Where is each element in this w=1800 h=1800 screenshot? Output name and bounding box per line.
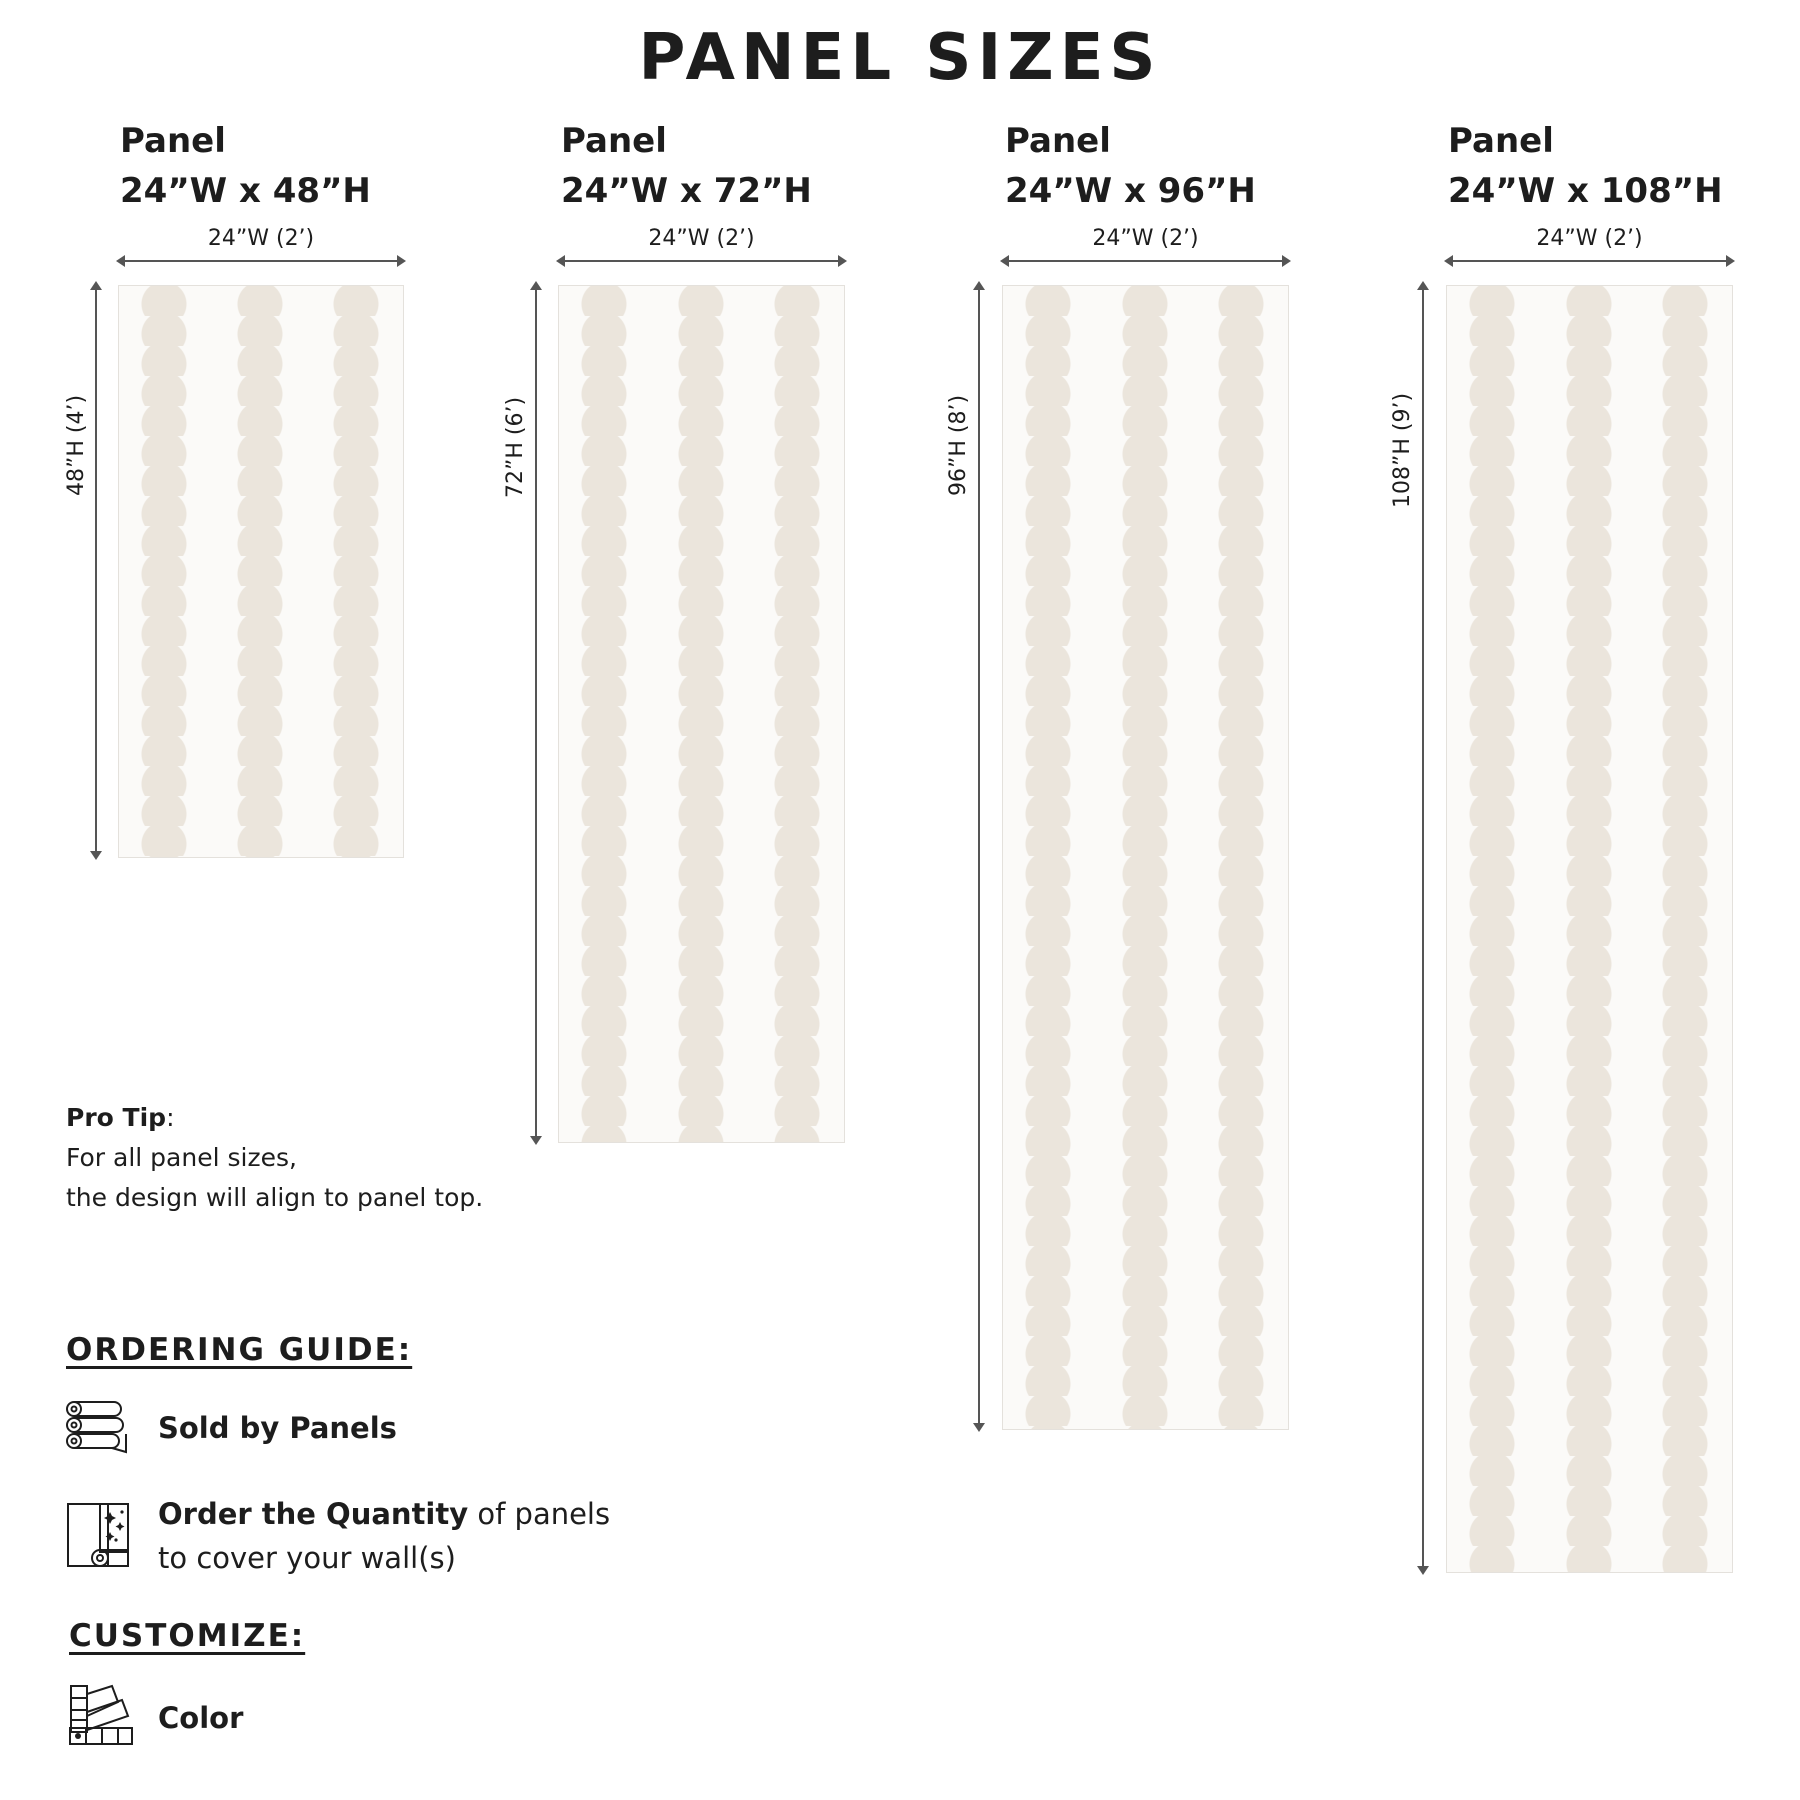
panel-size: 24”W x 48”H [120, 171, 371, 211]
width-dimension-label: 24”W (2’) [1536, 226, 1643, 251]
color-swatch-icon [68, 1684, 134, 1746]
height-dimension-label: 72”H (6’) [503, 396, 528, 498]
width-dimension-label: 24”W (2’) [207, 226, 315, 251]
sold-by-panels [158, 1406, 397, 1450]
panel-size: 24”W x 96”H [1005, 171, 1256, 211]
sold-by-panels-text: Sold by Panels [158, 1411, 397, 1445]
height-dimension-label: 96”H (8’) [946, 394, 971, 496]
panel-size: 24”W x 72”H [561, 171, 812, 211]
order-quantity-rest: of panels [468, 1497, 611, 1531]
pro-tip-colon: : [166, 1103, 175, 1132]
panel-label: Panel [120, 121, 226, 161]
customize-color-text: Color [158, 1701, 244, 1735]
height-dimension-label: 108”H (9’) [1390, 392, 1415, 508]
height-dimension-label: 48”H (4’) [64, 394, 89, 496]
panel-label: Panel [1448, 121, 1554, 161]
height-arrow [978, 283, 980, 1430]
rolls-icon [64, 1400, 130, 1454]
panel-label: Panel [561, 121, 667, 161]
panel-preview-72 [558, 285, 845, 1143]
ordering-guide-title: ORDERING GUIDE: [66, 1332, 413, 1368]
page-title: PANEL SIZES [638, 21, 1162, 95]
panel-preview-96 [1002, 285, 1289, 1430]
customize-color [158, 1696, 243, 1740]
width-arrow [1446, 260, 1733, 262]
order-quantity-line2: to cover your wall(s) [158, 1541, 456, 1575]
wallpaper-roll-icon [66, 1500, 136, 1570]
width-arrow [1002, 260, 1289, 262]
width-dimension-label: 24”W (2’) [1092, 226, 1199, 251]
panel-preview-108 [1446, 285, 1733, 1573]
customize-title: CUSTOMIZE: [69, 1618, 306, 1654]
pro-tip [66, 1098, 483, 1218]
width-dimension-label: 24”W (2’) [648, 226, 755, 251]
panel-preview-48 [118, 285, 404, 858]
pro-tip-line: For all panel sizes, [66, 1143, 297, 1172]
pro-tip-label: Pro Tip [66, 1103, 167, 1132]
width-arrow [558, 260, 845, 262]
height-arrow [535, 283, 537, 1143]
panel-size: 24”W x 108”H [1448, 171, 1723, 211]
order-quantity-bold: Order the Quantity [158, 1497, 469, 1531]
order-quantity [158, 1492, 610, 1580]
height-arrow [1422, 283, 1424, 1573]
width-arrow [118, 260, 404, 262]
height-arrow [95, 283, 97, 858]
panel-label: Panel [1005, 121, 1111, 161]
pro-tip-line: the design will align to panel top. [66, 1183, 484, 1212]
